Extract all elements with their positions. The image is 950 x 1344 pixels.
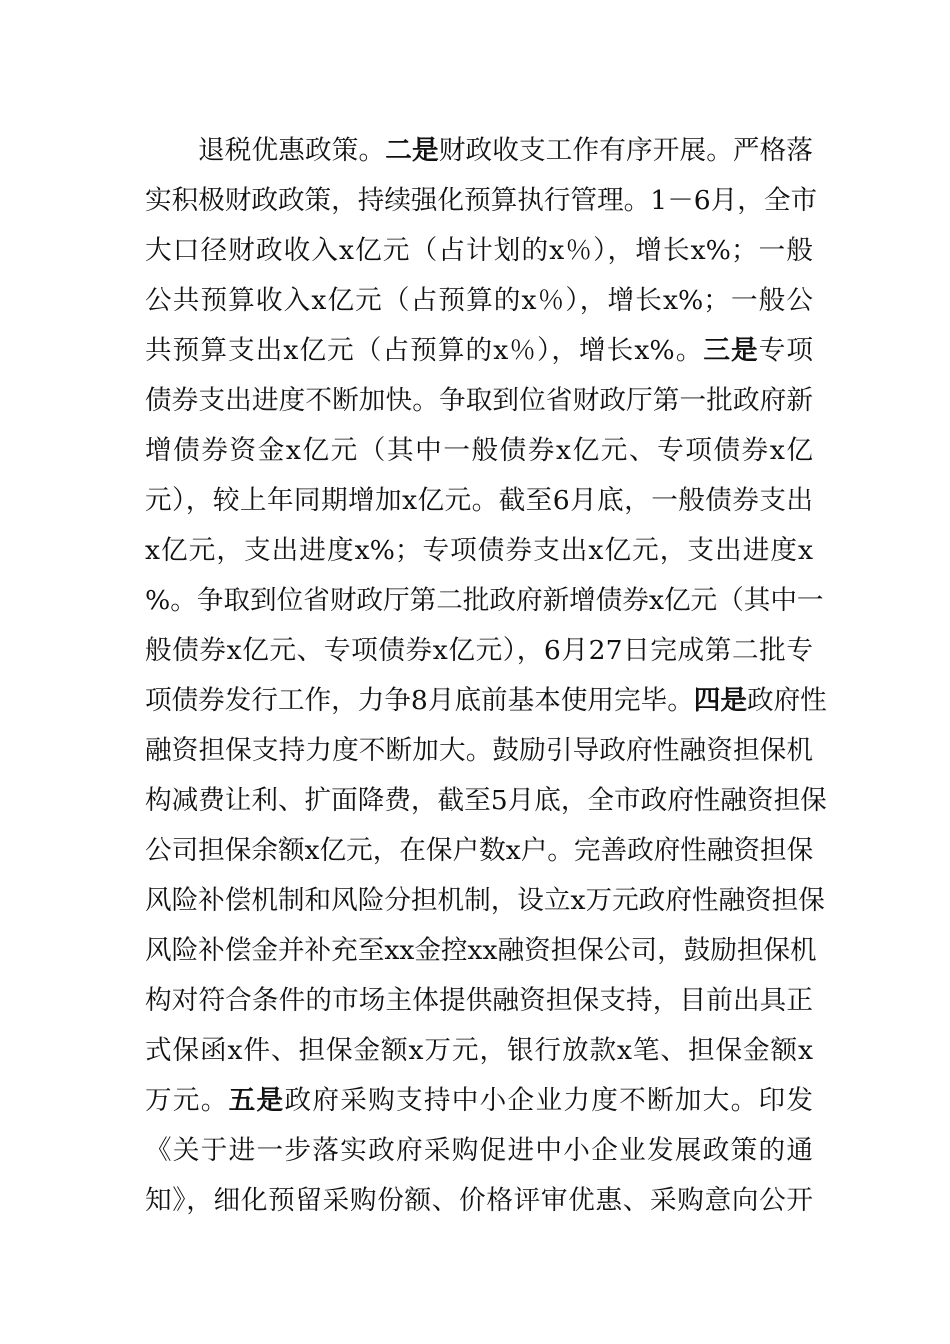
text-line [145, 426, 813, 476]
text-line [145, 876, 825, 926]
text-segment: x亿元，支出进度x%；专项债券支出x亿元，支出进度x [145, 535, 813, 566]
text-line [145, 226, 813, 276]
text-segment: 共预算支出x亿元（占预算的x％），增长x%。 [145, 335, 704, 366]
text-segment: 风险补偿金并补充至xx金控xx融资担保公司，鼓励担保机 [145, 935, 817, 966]
text-segment: 专项 [758, 335, 814, 366]
text-segment: 融资担保支持力度不断加大。鼓励引导政府性融资担保机 [145, 735, 813, 766]
text-line [145, 726, 813, 776]
text-line [145, 676, 827, 726]
text-line [145, 476, 813, 526]
text-line [145, 326, 813, 376]
text-segment: 政府性 [746, 685, 827, 716]
text-segment: 式保函x件、担保金额x万元，银行放款x笔、担保金额x [145, 1035, 813, 1066]
text-segment: 构对符合条件的市场主体提供融资担保支持，目前出具正 [145, 985, 813, 1016]
text-line [145, 526, 813, 576]
text-line [145, 126, 813, 176]
text-segment: 公共预算收入x亿元（占预算的x％），增长x%；一般公 [145, 285, 813, 316]
text-segment: 项债券发行工作，力争8月底前基本使用完毕。 [145, 685, 694, 716]
text-line [145, 276, 813, 326]
text-segment: 增债券资金x亿元（其中一般债券x亿元、专项债券x亿 [145, 435, 813, 466]
text-line [145, 576, 824, 626]
text-line [145, 926, 817, 976]
text-segment: 债券支出进度不断加快。争取到位省财政厅第一批政府新 [145, 385, 813, 416]
text-segment: %。争取到位省财政厅第二批政府新增债券x亿元（其中一 [145, 585, 824, 616]
text-line [145, 826, 813, 876]
text-line [145, 776, 827, 826]
text-segment: 公司担保余额x亿元，在保户数x户。完善政府性融资担保 [145, 835, 814, 866]
text-segment: 政府采购支持中小企业力度不断加大。印发 [284, 1085, 814, 1116]
text-segment: 万元。 [145, 1085, 229, 1116]
text-segment: 大口径财政收入x亿元（占计划的x％），增长x%；一般 [145, 235, 813, 266]
text-segment: 构减费让利、扩面降费，截至5月底，全市政府性融资担保 [145, 785, 827, 816]
text-segment: 般债券x亿元、专项债券x亿元），6月27日完成第二批专 [145, 635, 813, 666]
text-segment: 退税优惠政策。 [198, 135, 386, 166]
text-line [145, 1076, 813, 1126]
text-segment: 实积极财政政策，持续强化预算执行管理。1－6月，全市 [145, 185, 818, 216]
emphasis-label: 三是 [703, 335, 759, 366]
text-segment: 《关于进一步落实政府采购促进中小企业发展政策的通 [145, 1135, 813, 1166]
body-paragraph [145, 126, 827, 1226]
text-line [145, 626, 813, 676]
text-segment: 知》，细化预留采购份额、价格评审优惠、采购意向公开 [145, 1185, 813, 1216]
text-segment: 风险补偿机制和风险分担机制，设立x万元政府性融资担保 [145, 885, 825, 916]
text-line [145, 976, 813, 1026]
emphasis-label: 五是 [228, 1085, 285, 1116]
emphasis-label: 四是 [693, 685, 747, 716]
text-line [145, 1026, 813, 1076]
text-line [145, 376, 813, 426]
text-line [145, 176, 818, 226]
text-line [145, 1126, 813, 1176]
text-line [145, 1176, 813, 1226]
text-segment: 元），较上年同期增加x亿元。截至6月底，一般债券支出 [145, 485, 813, 516]
text-segment: 财政收支工作有序开展。严格落 [438, 135, 814, 166]
emphasis-label: 二是 [385, 135, 439, 166]
